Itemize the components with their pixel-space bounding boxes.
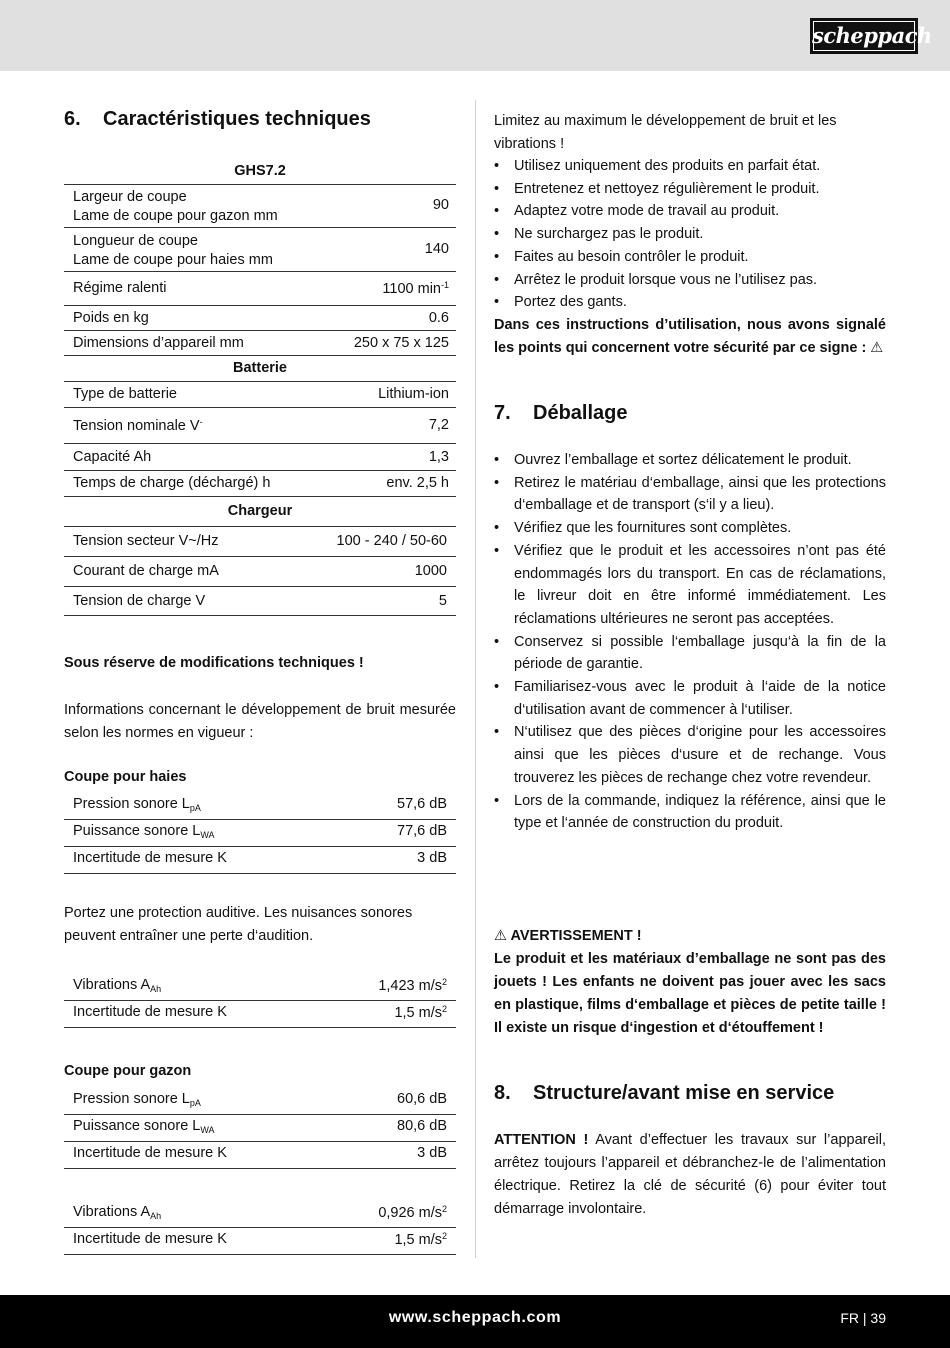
list-item: • Ouvrez l’emballage et sortez délicatement le produit.: [494, 449, 886, 472]
list-item: • Retirez le matériau d‘emballage, ainsi que les protections d‘emballage et de transport (s‘il y a lieu).: [494, 472, 886, 517]
spec-row: Tension de charge V 5: [64, 587, 456, 616]
list-item: • Faites au besoin contrôler le produit.: [494, 246, 886, 269]
vibration-row: Vibrations $A_{Ah}$ 1,423 $m/s^2$: [64, 972, 456, 1001]
noise-row: Puissance sonore $L_{WA}$ 77,6 dB: [64, 820, 456, 847]
vibration-row: Vibrations $A_{Ah}$ 0,926 $m/s^2$: [64, 1199, 456, 1228]
vibration-row: Incertitude de mesure K 1,5 $m/s^2$: [64, 1228, 456, 1255]
limit-list: [494, 155, 886, 314]
warning-heading: ⚠ AVERTISSEMENT !: [494, 928, 642, 944]
section-8-heading: 8. Structure/avant mise en service: [494, 1082, 835, 1104]
section-6-heading: 6. Caractéristiques techniques: [64, 108, 371, 130]
list-item: • Vérifiez que les fournitures sont complètes.: [494, 517, 886, 540]
noise-row: Pression sonore $L_{pA}$ 57,6 dB: [64, 791, 456, 820]
noise-intro: Informations concernant le développement de bruit mesurée selon les normes en vigueur :: [64, 702, 456, 741]
top-header-bar: [0, 0, 950, 71]
list-item: • N‘utilisez que des pièces d‘origine pour les accessoires ainsi que les pièces d‘usure et de rechange. Vous trouverez les pièces de rechange chez votre revendeur.: [494, 721, 886, 789]
spec-model-header: GHS7.2: [64, 160, 456, 185]
list-item: • Conservez si possible l‘emballage jusqu‘à la fin de la période de garantie.: [494, 631, 886, 676]
spec-charger-header: Chargeur: [64, 497, 456, 527]
list-item: • Ne surchargez pas le produit.: [494, 223, 886, 246]
hedge-heading: Coupe pour haies: [64, 769, 187, 785]
page-number: FR | 39: [840, 1310, 886, 1326]
spec-battery-header: Batterie: [64, 356, 456, 382]
section-7-heading: 7. Déballage: [494, 402, 628, 424]
noise-row: Puissance sonore $L_{WA}$ 80,6 dB: [64, 1115, 456, 1142]
list-item: • Familiarisez-vous avec le produit à l‘aide de la notice d‘utilisation avant de commencer à l‘utiliser.: [494, 676, 886, 721]
spec-row: Type de batterie Lithium-ion: [64, 382, 456, 408]
spec-row: Poids en kg 0.6: [64, 306, 456, 331]
column-divider: [475, 100, 476, 1258]
spec-row: Tension secteur V~/Hz 100 - 240 / 50-60: [64, 527, 456, 557]
lawn-heading: Coupe pour gazon: [64, 1063, 192, 1079]
list-item: • Lors de la commande, indiquez la référence, ainsi que le type et l‘année de construction du produit.: [494, 790, 886, 835]
spec-row: Largeur de coupe Lame de coupe pour gazon mm 90: [64, 185, 456, 228]
footer-url[interactable]: www.scheppach.com: [388, 1309, 562, 1326]
list-item: • Utilisez uniquement des produits en parfait état.: [494, 155, 886, 178]
list-item: • Portez des gants.: [494, 291, 886, 314]
noise-row: Incertitude de mesure K 3 dB: [64, 847, 456, 874]
spec-row: Temps de charge (déchargé) h env. 2,5 h: [64, 471, 456, 497]
spec-row: Courant de charge mA 1000: [64, 557, 456, 587]
safety-note: Dans ces instructions d’utilisation, nous avons signalé les points qui concernent votre sécurité par ce signe : ⚠: [494, 317, 886, 356]
spec-row: Capacité Ah 1,3: [64, 444, 456, 471]
spec-row: Longueur de coupe Lame de coupe pour haies mm 140: [64, 228, 456, 272]
list-item: • Entretenez et nettoyez régulièrement le produit.: [494, 178, 886, 201]
vibration-row: Incertitude de mesure K 1,5 $m/s^2$: [64, 1001, 456, 1028]
list-item: • Vérifiez que le produit et les accessoires n’ont pas été endommagés lors du transport. En cas de réclamations, le livreur doit en être informé immédiatement. Les réclamations ultérieures ne seront pas acceptées.: [494, 540, 886, 631]
spec-row: Dimensions d’appareil mm 250 x 75 x 125: [64, 331, 456, 356]
attention-label: ATTENTION !: [494, 1132, 589, 1148]
limit-intro: Limitez au maximum le développement de bruit et les vibrations !: [494, 113, 837, 152]
unpack-list: [494, 449, 886, 835]
noise-row: Pression sonore $L_{pA}$ 60,6 dB: [64, 1086, 456, 1115]
attention-paragraph: ATTENTION ! Avant d’effectuer les travaux sur l’appareil, arrêtez toujours l’appareil et débranchez-le de l’alimentation électrique. Retirez la clé de sécurité (6) pour éviter tout démarrage involontaire.: [494, 1132, 886, 1217]
reserve-note: Sous réserve de modifications techniques !: [64, 655, 364, 671]
noise-row: Incertitude de mesure K 3 dB: [64, 1142, 456, 1169]
warning-text: Le produit et les matériaux d’emballage ne sont pas des jouets ! Les enfants ne doivent pas jouer avec les sacs en plastique, films d‘emballage et pièces de petite taille ! Il existe un risque d‘ingestion et d‘étouffement !: [494, 951, 886, 1036]
list-item: • Adaptez votre mode de travail au produit.: [494, 200, 886, 223]
footer-bar: [0, 1295, 950, 1348]
spec-row: Régime ralenti 1100 $\min^{-1}$: [64, 272, 456, 306]
hearing-protection-note: Portez une protection auditive. Les nuisances sonores peuvent entraîner une perte d‘audition.: [64, 905, 413, 944]
spec-row: Tension nominale V- 7,2: [64, 408, 456, 444]
list-item: • Arrêtez le produit lorsque vous ne l’utilisez pas.: [494, 269, 886, 292]
scheppach-logo: scheppach: [810, 18, 918, 54]
